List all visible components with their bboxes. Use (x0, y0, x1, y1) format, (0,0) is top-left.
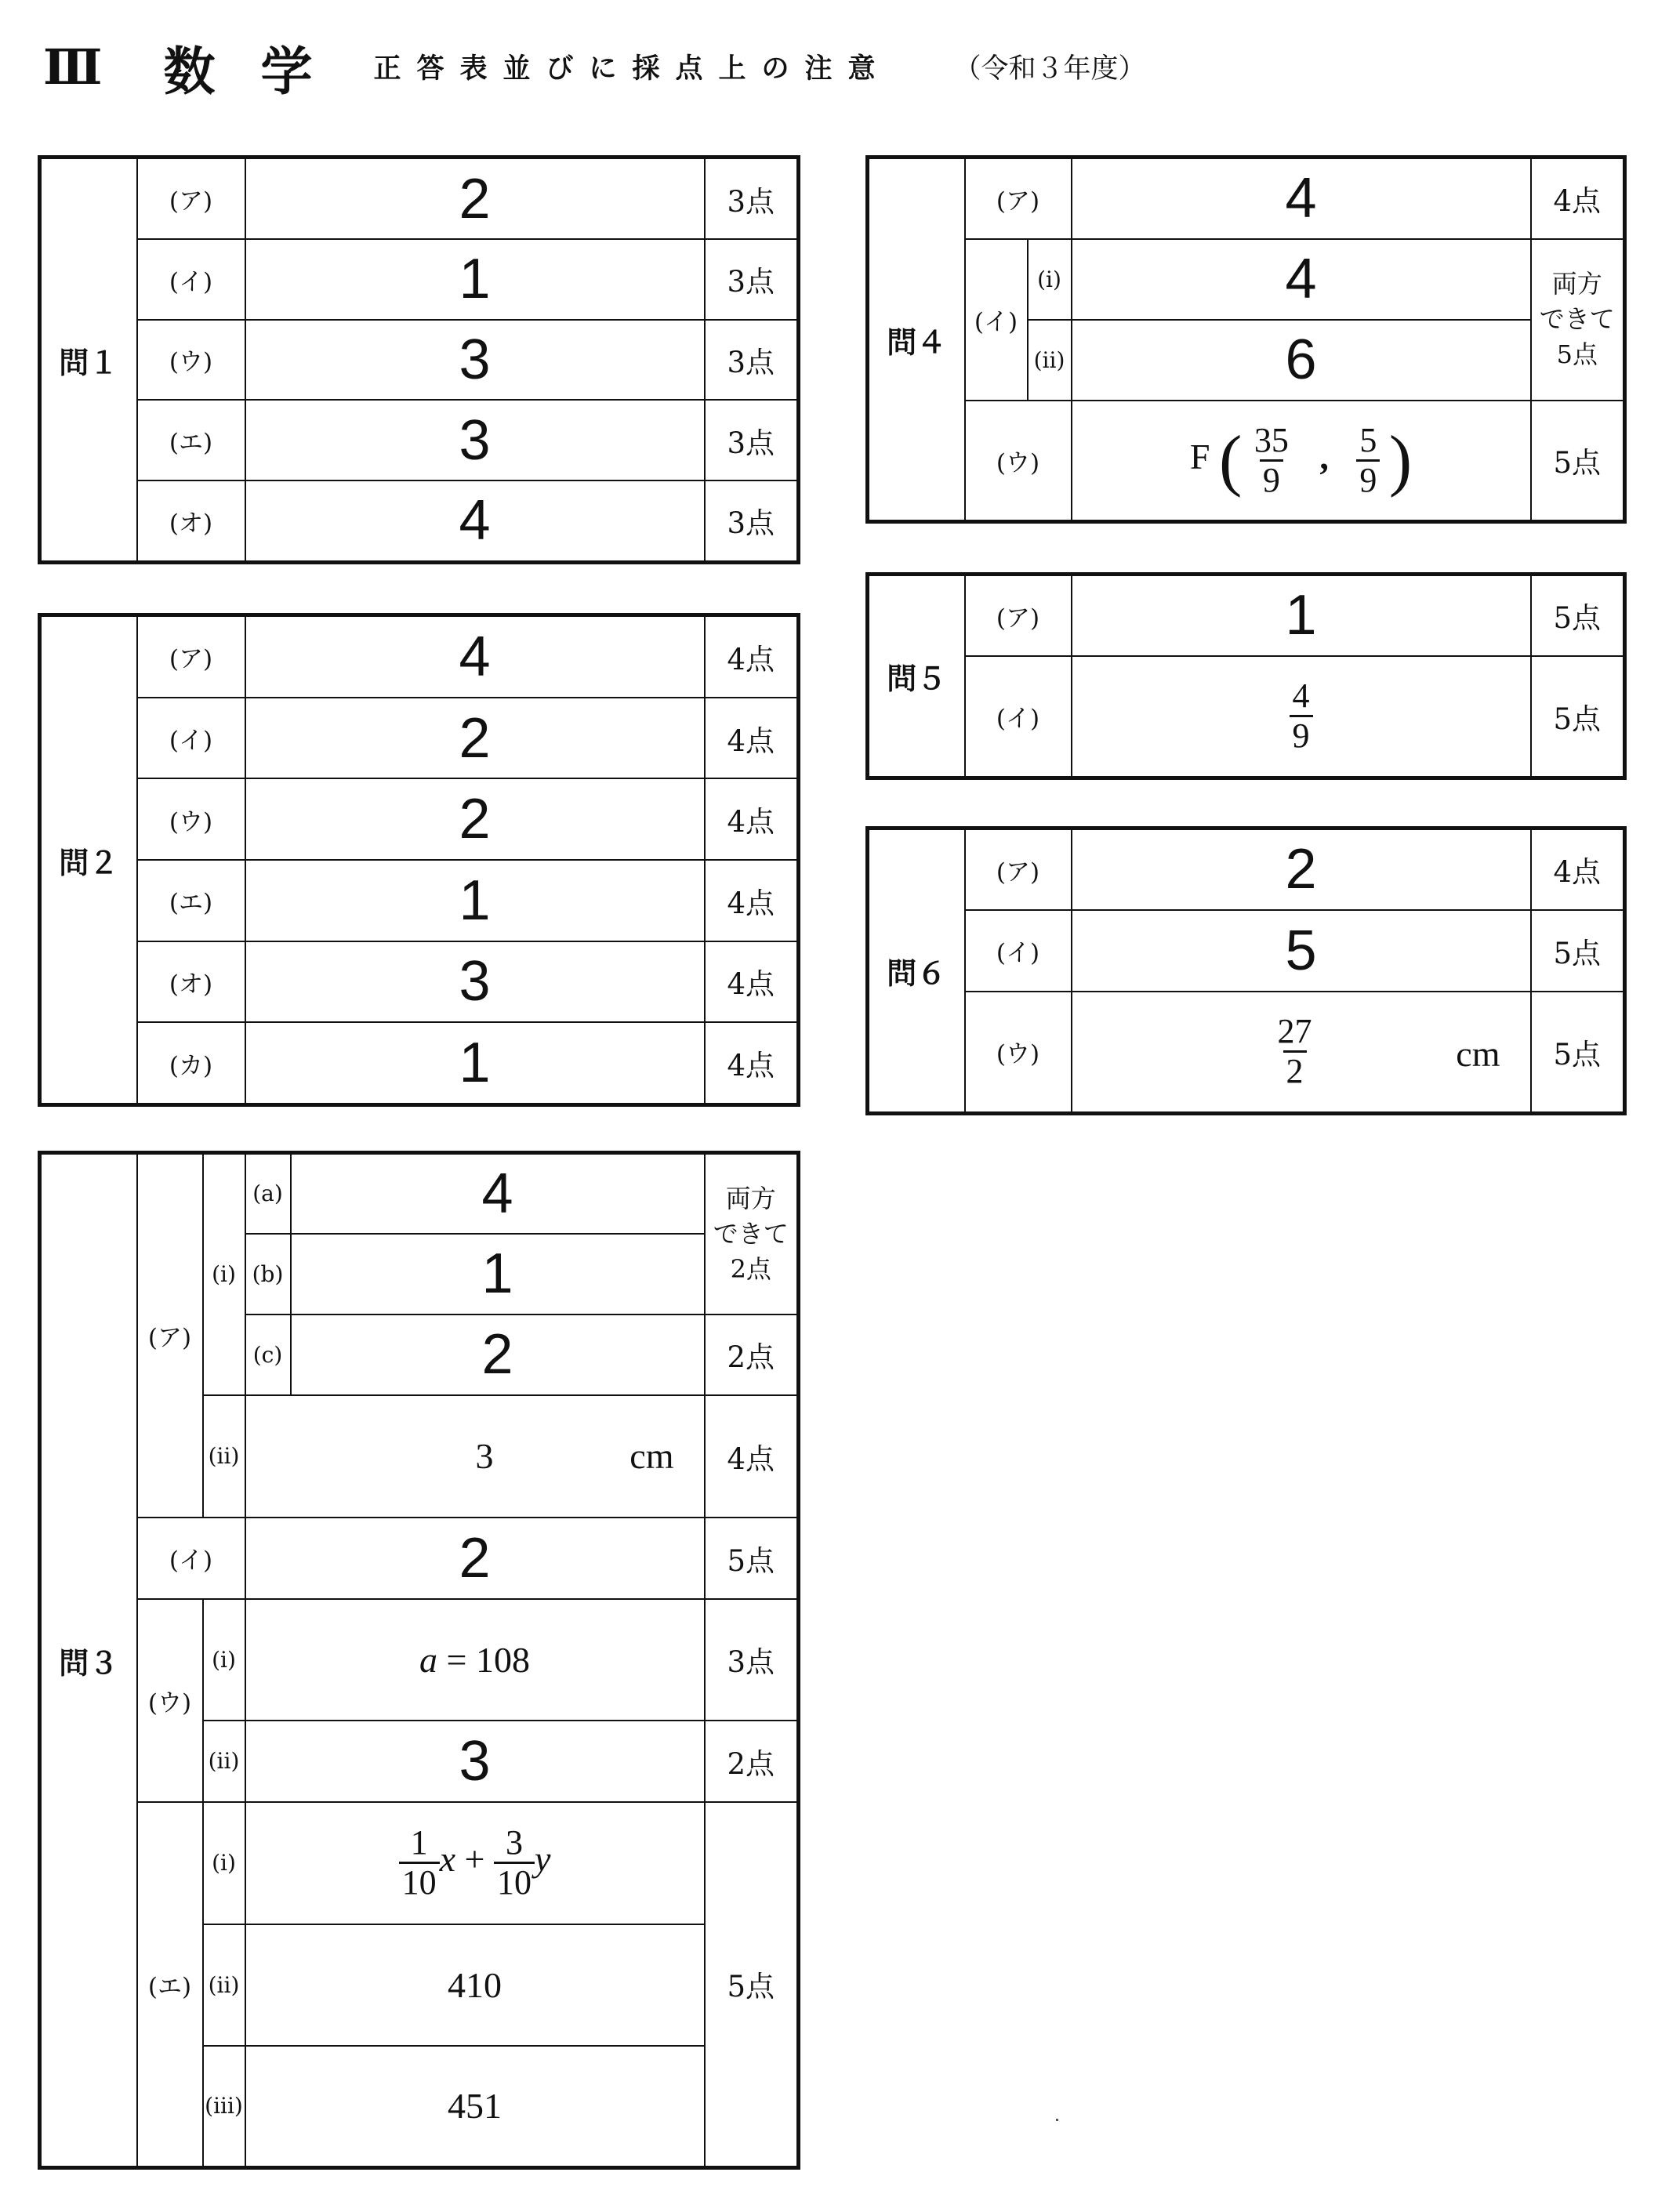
q6-table (865, 826, 1627, 1115)
q4-a-points: 4点 (1531, 158, 1625, 239)
q2-answer: 4 (245, 615, 705, 698)
q3-d-iii-answer: 451 (245, 2046, 705, 2168)
q3-b-answer: 2 (245, 1518, 705, 1599)
q1-sub-label: (イ) (137, 239, 245, 320)
q3-c-label: (ウ) (137, 1599, 203, 1802)
q3-a-i-a-answer: 4 (291, 1153, 705, 1234)
section-number: Ⅲ (43, 38, 101, 96)
q3-d-iii-label: (iii) (203, 2046, 245, 2168)
q4-b-ii-answer: 6 (1072, 320, 1531, 401)
q5-points: 5点 (1531, 656, 1625, 778)
q1-points: 3点 (705, 400, 799, 480)
q3-a-i-ab-points (705, 1153, 799, 1315)
frac-num: 5 (1359, 420, 1377, 459)
q3-a-label: (ア) (137, 1153, 203, 1518)
q5-answer: 1 (1072, 575, 1531, 656)
q2-points: 4点 (705, 860, 799, 941)
q3-c-ii-answer: 3 (245, 1721, 705, 1802)
q2-sub-label: (ア) (137, 615, 245, 698)
q3-d-ii-answer: 410 (245, 1924, 705, 2046)
q3-c-ii-label: (ii) (203, 1721, 245, 1802)
q3-a-ii-points: 4点 (705, 1395, 799, 1518)
q3-b-label: (イ) (137, 1518, 245, 1599)
q3-c-i-label: (i) (203, 1599, 245, 1721)
plus-sign: + (455, 1839, 494, 1880)
q4-b-i-answer: 4 (1072, 239, 1531, 320)
q1-points: 3点 (705, 239, 799, 320)
frac-den: 10 (494, 1862, 535, 1902)
q5-answer (1072, 656, 1531, 778)
frac-den: 2 (1283, 1050, 1307, 1090)
q6-c-unit: cm (1456, 1033, 1500, 1074)
q1-points: 3点 (705, 158, 799, 240)
q6-a-points: 4点 (1531, 829, 1625, 910)
page-header (43, 31, 1146, 102)
q5-points: 5点 (1531, 575, 1625, 656)
subtitle: 正答表並びに採点上の注意 (373, 53, 891, 85)
q6-b-label: (イ) (965, 910, 1072, 992)
q6-a-answer: 2 (1072, 829, 1531, 910)
q6-b-points: 5点 (1531, 910, 1625, 992)
q2-answer: 1 (245, 860, 705, 941)
q3-a-i-b-answer: 1 (291, 1234, 705, 1315)
q4-a-answer: 4 (1072, 158, 1531, 239)
q3-a-i-b-label: (b) (245, 1234, 291, 1315)
frac-den: 9 (1260, 459, 1283, 499)
q3-c-i-answer (245, 1599, 705, 1721)
q2-sub-label: (イ) (137, 698, 245, 779)
q2-label: 問２ (40, 615, 137, 1105)
q3-d-ii-label: (ii) (203, 1924, 245, 2046)
q2-answer: 1 (245, 1022, 705, 1104)
q3-table (38, 1151, 800, 2170)
points-line: できて (713, 1218, 789, 1249)
frac-num: 27 (1277, 1011, 1312, 1050)
q3-a-i-c-points: 2点 (705, 1315, 799, 1395)
q6-label: 問６ (868, 829, 965, 1114)
points-line: できて (1539, 304, 1615, 334)
q3-a-i-label: (i) (203, 1153, 245, 1395)
q1-table (38, 155, 800, 564)
q3-a-i-c-answer: 2 (291, 1315, 705, 1395)
q4-a-label: (ア) (965, 158, 1072, 239)
q4-b-points (1531, 239, 1625, 401)
q2-table (38, 613, 800, 1107)
q2-points: 4点 (705, 941, 799, 1023)
comma: , (1319, 436, 1329, 477)
q4-b-ii-label: (ii) (1028, 320, 1072, 401)
q4-b-i-label: (i) (1028, 239, 1072, 320)
q2-sub-label: (ウ) (137, 778, 245, 860)
q3-a-ii-answer-cell (245, 1395, 705, 1518)
q6-c-label: (ウ) (965, 992, 1072, 1114)
q4-b-label: (イ) (965, 239, 1028, 401)
q2-sub-label: (カ) (137, 1022, 245, 1104)
q3-c-i-var: a (419, 1639, 438, 1680)
q1-answer: 4 (245, 480, 705, 563)
q2-answer: 2 (245, 698, 705, 779)
var-x: x (439, 1839, 456, 1880)
q1-points: 3点 (705, 320, 799, 401)
paren-open: ( (1219, 422, 1243, 499)
q3-d-i-answer (245, 1802, 705, 1924)
points-line: 2点 (730, 1253, 771, 1284)
q3-label: 問３ (40, 1153, 137, 2168)
frac-num: 4 (1292, 676, 1310, 716)
q5-sub-label: (イ) (965, 656, 1072, 778)
point-name: F (1189, 436, 1210, 477)
q1-points: 3点 (705, 480, 799, 563)
q5-sub-label: (ア) (965, 575, 1072, 656)
frac-num: 1 (410, 1823, 428, 1862)
year-label: （令和３年度） (953, 53, 1146, 85)
q4-label: 問４ (868, 158, 965, 522)
q1-answer: 3 (245, 320, 705, 401)
q1-label: 問１ (40, 158, 137, 563)
q2-answer: 3 (245, 941, 705, 1023)
points-line: 両方 (725, 1183, 776, 1213)
q4-table (865, 155, 1627, 524)
q1-answer: 2 (245, 158, 705, 240)
q6-c-points: 5点 (1531, 992, 1625, 1114)
q3-c-ii-points: 2点 (705, 1721, 799, 1802)
stray-mark (1056, 2119, 1058, 2121)
q3-d-points: 5点 (705, 1802, 799, 2168)
q3-a-ii-label: (ii) (203, 1395, 245, 1518)
paren-close: ) (1388, 422, 1413, 499)
q4-c-label: (ウ) (965, 401, 1072, 522)
points-line: 5点 (1556, 339, 1598, 369)
q3-d-label: (エ) (137, 1802, 203, 2168)
var-y: y (534, 1839, 551, 1880)
frac-den: 10 (399, 1862, 440, 1902)
q4-c-x-frac (1251, 422, 1292, 499)
q2-sub-label: (エ) (137, 860, 245, 941)
q3-b-points: 5点 (705, 1518, 799, 1599)
q1-sub-label: (エ) (137, 400, 245, 480)
q3-d-i-label: (i) (203, 1802, 245, 1924)
q1-answer: 3 (245, 400, 705, 480)
subject-title: 数学 (163, 41, 358, 102)
points-line: 両方 (1551, 269, 1602, 299)
q1-sub-label: (ア) (137, 158, 245, 240)
q3-a-ii-answer: 3 (475, 1435, 494, 1476)
q5-label: 問５ (868, 575, 965, 778)
frac-den: 9 (1356, 459, 1380, 499)
q3-c-i-points: 3点 (705, 1599, 799, 1721)
q5-frac (1290, 677, 1313, 755)
q6-c-frac (1275, 1013, 1315, 1090)
q3-d-i-frac1 (399, 1824, 440, 1902)
frac-num: 35 (1253, 420, 1289, 459)
q4-c-points: 5点 (1531, 401, 1625, 522)
q4-c-y-frac (1356, 422, 1380, 499)
q3-a-i-c-label: (c) (245, 1315, 291, 1395)
q3-c-i-eq: = 108 (437, 1639, 530, 1680)
q6-b-answer: 5 (1072, 910, 1531, 992)
q2-points: 4点 (705, 698, 799, 779)
q2-points: 4点 (705, 1022, 799, 1104)
q6-c-answer-cell (1072, 992, 1531, 1114)
q3-a-ii-unit: cm (629, 1435, 674, 1476)
q3-d-i-frac2 (494, 1824, 535, 1902)
q3-a-i-a-label: (a) (245, 1153, 291, 1234)
q1-sub-label: (オ) (137, 480, 245, 563)
frac-num: 3 (505, 1823, 523, 1862)
q4-c-answer (1072, 401, 1531, 522)
q5-table (865, 572, 1627, 780)
q1-answer: 1 (245, 239, 705, 320)
q1-sub-label: (ウ) (137, 320, 245, 401)
q2-points: 4点 (705, 778, 799, 860)
q2-points: 4点 (705, 615, 799, 698)
q2-sub-label: (オ) (137, 941, 245, 1023)
q6-a-label: (ア) (965, 829, 1072, 910)
frac-den: 9 (1290, 715, 1313, 755)
q2-answer: 2 (245, 778, 705, 860)
